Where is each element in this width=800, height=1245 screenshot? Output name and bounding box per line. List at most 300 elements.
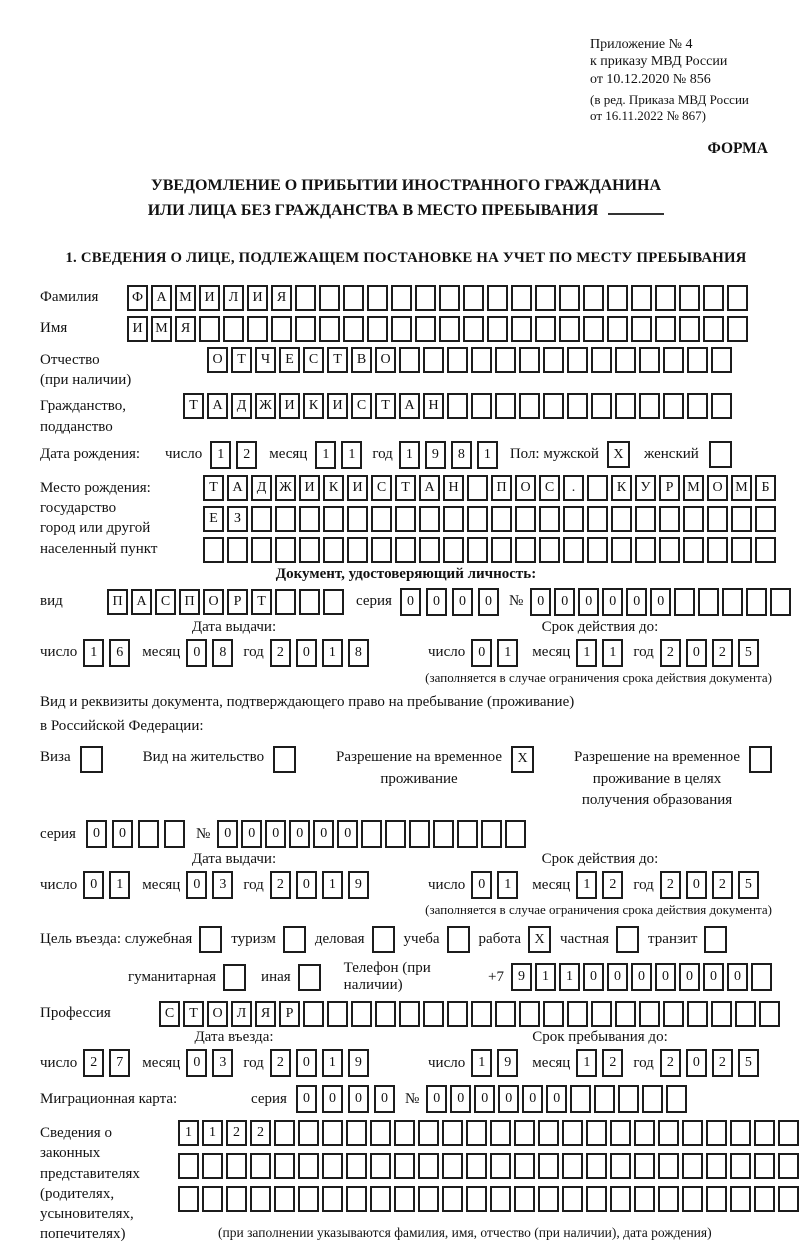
char-box[interactable]: Е bbox=[203, 506, 224, 532]
char-box[interactable]: Н bbox=[423, 393, 444, 419]
char-box[interactable] bbox=[323, 589, 344, 615]
char-box[interactable] bbox=[395, 506, 416, 532]
char-box[interactable]: Р bbox=[227, 589, 248, 615]
char-box[interactable]: Т bbox=[327, 347, 348, 373]
char-box[interactable]: 0 bbox=[296, 1049, 317, 1077]
tourism-checkbox[interactable] bbox=[283, 926, 306, 953]
char-box[interactable] bbox=[519, 393, 540, 419]
char-box[interactable]: М bbox=[683, 475, 704, 501]
char-box[interactable] bbox=[346, 1120, 367, 1146]
char-box[interactable]: Е bbox=[279, 347, 300, 373]
char-box[interactable]: Д bbox=[231, 393, 252, 419]
char-box[interactable] bbox=[423, 347, 444, 373]
char-box[interactable] bbox=[199, 316, 220, 342]
char-box[interactable] bbox=[543, 1001, 564, 1027]
char-box[interactable] bbox=[275, 537, 296, 563]
char-box[interactable] bbox=[371, 506, 392, 532]
char-box[interactable]: 0 bbox=[186, 639, 207, 667]
private-checkbox[interactable] bbox=[616, 926, 639, 953]
char-box[interactable] bbox=[755, 537, 776, 563]
char-box[interactable]: 1 bbox=[576, 639, 597, 667]
char-box[interactable]: И bbox=[247, 285, 268, 311]
char-box[interactable] bbox=[274, 1186, 295, 1212]
char-box[interactable] bbox=[394, 1153, 415, 1179]
char-box[interactable] bbox=[447, 393, 468, 419]
edu-permit-checkbox[interactable] bbox=[749, 746, 772, 773]
char-box[interactable]: С bbox=[351, 393, 372, 419]
char-box[interactable]: И bbox=[299, 475, 320, 501]
char-box[interactable]: М bbox=[151, 316, 172, 342]
char-box[interactable] bbox=[323, 537, 344, 563]
char-box[interactable]: 1 bbox=[322, 639, 343, 667]
char-box[interactable] bbox=[615, 1001, 636, 1027]
char-box[interactable] bbox=[322, 1153, 343, 1179]
char-box[interactable] bbox=[746, 588, 767, 616]
char-box[interactable] bbox=[275, 589, 296, 615]
char-box[interactable]: 1 bbox=[109, 871, 130, 899]
char-box[interactable] bbox=[303, 1001, 324, 1027]
char-box[interactable]: И bbox=[127, 316, 148, 342]
char-box[interactable]: 1 bbox=[83, 639, 104, 667]
char-box[interactable] bbox=[778, 1186, 799, 1212]
char-box[interactable]: 0 bbox=[348, 1085, 369, 1113]
char-box[interactable] bbox=[706, 1186, 727, 1212]
char-box[interactable]: 2 bbox=[270, 1049, 291, 1077]
char-box[interactable]: 0 bbox=[626, 588, 647, 616]
phone-digit-box[interactable]: 0 bbox=[679, 963, 700, 991]
char-box[interactable] bbox=[610, 1186, 631, 1212]
char-box[interactable] bbox=[538, 1120, 559, 1146]
char-box[interactable] bbox=[471, 393, 492, 419]
char-box[interactable]: А bbox=[131, 589, 152, 615]
char-box[interactable]: Т bbox=[203, 475, 224, 501]
char-box[interactable] bbox=[346, 1186, 367, 1212]
char-box[interactable] bbox=[655, 285, 676, 311]
char-box[interactable] bbox=[439, 316, 460, 342]
char-box[interactable] bbox=[570, 1085, 591, 1113]
char-box[interactable] bbox=[226, 1153, 247, 1179]
char-box[interactable]: 1 bbox=[399, 441, 420, 469]
char-box[interactable] bbox=[487, 316, 508, 342]
char-box[interactable] bbox=[639, 347, 660, 373]
char-box[interactable]: Т bbox=[375, 393, 396, 419]
char-box[interactable] bbox=[658, 1153, 679, 1179]
char-box[interactable] bbox=[299, 589, 320, 615]
char-box[interactable]: 0 bbox=[686, 1049, 707, 1077]
char-box[interactable] bbox=[295, 285, 316, 311]
char-box[interactable] bbox=[538, 1186, 559, 1212]
char-box[interactable]: С bbox=[159, 1001, 180, 1027]
char-box[interactable] bbox=[418, 1120, 439, 1146]
char-box[interactable] bbox=[419, 506, 440, 532]
char-box[interactable]: Л bbox=[223, 285, 244, 311]
char-box[interactable] bbox=[247, 316, 268, 342]
char-box[interactable] bbox=[471, 1001, 492, 1027]
char-box[interactable] bbox=[271, 316, 292, 342]
char-box[interactable] bbox=[683, 537, 704, 563]
char-box[interactable] bbox=[343, 285, 364, 311]
char-box[interactable] bbox=[687, 347, 708, 373]
char-box[interactable] bbox=[730, 1186, 751, 1212]
char-box[interactable]: 1 bbox=[178, 1120, 199, 1146]
char-box[interactable]: 0 bbox=[186, 1049, 207, 1077]
char-box[interactable] bbox=[327, 1001, 348, 1027]
char-box[interactable] bbox=[251, 506, 272, 532]
char-box[interactable] bbox=[679, 316, 700, 342]
char-box[interactable]: 2 bbox=[250, 1120, 271, 1146]
char-box[interactable] bbox=[322, 1120, 343, 1146]
char-box[interactable]: 1 bbox=[322, 1049, 343, 1077]
char-box[interactable] bbox=[505, 820, 526, 848]
char-box[interactable] bbox=[391, 285, 412, 311]
char-box[interactable] bbox=[250, 1186, 271, 1212]
char-box[interactable] bbox=[543, 347, 564, 373]
char-box[interactable] bbox=[778, 1120, 799, 1146]
char-box[interactable]: 0 bbox=[686, 639, 707, 667]
char-box[interactable] bbox=[591, 393, 612, 419]
char-box[interactable]: 1 bbox=[471, 1049, 492, 1077]
char-box[interactable]: И bbox=[199, 285, 220, 311]
char-box[interactable]: Н bbox=[443, 475, 464, 501]
char-box[interactable] bbox=[759, 1001, 780, 1027]
char-box[interactable]: Т bbox=[231, 347, 252, 373]
char-box[interactable]: Б bbox=[755, 475, 776, 501]
char-box[interactable]: 1 bbox=[202, 1120, 223, 1146]
char-box[interactable] bbox=[562, 1120, 583, 1146]
char-box[interactable] bbox=[618, 1085, 639, 1113]
char-box[interactable] bbox=[591, 347, 612, 373]
char-box[interactable] bbox=[634, 1153, 655, 1179]
char-box[interactable] bbox=[591, 1001, 612, 1027]
char-box[interactable] bbox=[703, 316, 724, 342]
char-box[interactable] bbox=[399, 1001, 420, 1027]
char-box[interactable] bbox=[514, 1153, 535, 1179]
char-box[interactable] bbox=[394, 1120, 415, 1146]
char-box[interactable] bbox=[567, 1001, 588, 1027]
char-box[interactable] bbox=[663, 1001, 684, 1027]
char-box[interactable]: 3 bbox=[212, 1049, 233, 1077]
char-box[interactable] bbox=[755, 506, 776, 532]
char-box[interactable]: 0 bbox=[374, 1085, 395, 1113]
char-box[interactable]: Р bbox=[279, 1001, 300, 1027]
char-box[interactable] bbox=[770, 588, 791, 616]
char-box[interactable] bbox=[683, 506, 704, 532]
char-box[interactable] bbox=[611, 537, 632, 563]
char-box[interactable]: 1 bbox=[576, 1049, 597, 1077]
char-box[interactable]: И bbox=[279, 393, 300, 419]
char-box[interactable] bbox=[371, 537, 392, 563]
char-box[interactable]: 2 bbox=[270, 871, 291, 899]
business-checkbox[interactable] bbox=[372, 926, 395, 953]
residence-permit-checkbox[interactable] bbox=[273, 746, 296, 773]
char-box[interactable] bbox=[495, 347, 516, 373]
char-box[interactable] bbox=[442, 1120, 463, 1146]
char-box[interactable]: О bbox=[207, 1001, 228, 1027]
char-box[interactable] bbox=[655, 316, 676, 342]
char-box[interactable] bbox=[731, 537, 752, 563]
char-box[interactable]: 9 bbox=[348, 871, 369, 899]
char-box[interactable] bbox=[539, 537, 560, 563]
char-box[interactable]: 0 bbox=[426, 588, 447, 616]
char-box[interactable] bbox=[274, 1120, 295, 1146]
char-box[interactable]: А bbox=[207, 393, 228, 419]
char-box[interactable]: Т bbox=[251, 589, 272, 615]
char-box[interactable] bbox=[563, 506, 584, 532]
char-box[interactable]: 1 bbox=[210, 441, 231, 469]
char-box[interactable]: 0 bbox=[296, 871, 317, 899]
char-box[interactable]: 5 bbox=[738, 639, 759, 667]
char-box[interactable] bbox=[754, 1186, 775, 1212]
char-box[interactable] bbox=[698, 588, 719, 616]
char-box[interactable] bbox=[666, 1085, 687, 1113]
char-box[interactable] bbox=[274, 1153, 295, 1179]
char-box[interactable]: . bbox=[563, 475, 584, 501]
char-box[interactable]: 1 bbox=[497, 871, 518, 899]
char-box[interactable]: 3 bbox=[212, 871, 233, 899]
char-box[interactable] bbox=[730, 1120, 751, 1146]
char-box[interactable] bbox=[587, 475, 608, 501]
transit-checkbox[interactable] bbox=[704, 926, 727, 953]
visa-checkbox[interactable] bbox=[80, 746, 103, 773]
char-box[interactable] bbox=[711, 347, 732, 373]
char-box[interactable] bbox=[463, 285, 484, 311]
char-box[interactable]: 0 bbox=[450, 1085, 471, 1113]
char-box[interactable]: 0 bbox=[241, 820, 262, 848]
char-box[interactable] bbox=[706, 1153, 727, 1179]
char-box[interactable]: 0 bbox=[289, 820, 310, 848]
char-box[interactable] bbox=[586, 1186, 607, 1212]
char-box[interactable] bbox=[659, 506, 680, 532]
char-box[interactable]: С bbox=[155, 589, 176, 615]
char-box[interactable] bbox=[631, 285, 652, 311]
char-box[interactable]: 0 bbox=[602, 588, 623, 616]
char-box[interactable] bbox=[491, 506, 512, 532]
char-box[interactable]: 2 bbox=[712, 639, 733, 667]
char-box[interactable]: 0 bbox=[578, 588, 599, 616]
char-box[interactable]: Ж bbox=[255, 393, 276, 419]
char-box[interactable] bbox=[298, 1186, 319, 1212]
char-box[interactable] bbox=[415, 316, 436, 342]
char-box[interactable]: 0 bbox=[452, 588, 473, 616]
char-box[interactable] bbox=[251, 537, 272, 563]
char-box[interactable]: 1 bbox=[477, 441, 498, 469]
phone-digit-box[interactable]: 0 bbox=[727, 963, 748, 991]
char-box[interactable] bbox=[594, 1085, 615, 1113]
char-box[interactable] bbox=[539, 506, 560, 532]
char-box[interactable] bbox=[466, 1120, 487, 1146]
char-box[interactable]: 1 bbox=[341, 441, 362, 469]
char-box[interactable] bbox=[735, 1001, 756, 1027]
char-box[interactable] bbox=[615, 393, 636, 419]
char-box[interactable] bbox=[467, 537, 488, 563]
char-box[interactable] bbox=[202, 1186, 223, 1212]
char-box[interactable]: О bbox=[203, 589, 224, 615]
char-box[interactable] bbox=[706, 1120, 727, 1146]
char-box[interactable] bbox=[322, 1186, 343, 1212]
char-box[interactable] bbox=[535, 316, 556, 342]
char-box[interactable] bbox=[559, 285, 580, 311]
char-box[interactable] bbox=[367, 316, 388, 342]
char-box[interactable]: 0 bbox=[86, 820, 107, 848]
char-box[interactable] bbox=[519, 347, 540, 373]
char-box[interactable]: П bbox=[107, 589, 128, 615]
char-box[interactable] bbox=[418, 1153, 439, 1179]
char-box[interactable]: С bbox=[539, 475, 560, 501]
char-box[interactable]: С bbox=[371, 475, 392, 501]
char-box[interactable]: А bbox=[151, 285, 172, 311]
char-box[interactable]: 2 bbox=[236, 441, 257, 469]
phone-digit-box[interactable]: 0 bbox=[583, 963, 604, 991]
char-box[interactable]: 2 bbox=[660, 639, 681, 667]
char-box[interactable]: 2 bbox=[712, 1049, 733, 1077]
char-box[interactable] bbox=[370, 1186, 391, 1212]
char-box[interactable] bbox=[611, 506, 632, 532]
char-box[interactable]: П bbox=[491, 475, 512, 501]
char-box[interactable] bbox=[319, 285, 340, 311]
phone-digit-box[interactable]: 0 bbox=[631, 963, 652, 991]
char-box[interactable] bbox=[562, 1153, 583, 1179]
char-box[interactable]: 0 bbox=[686, 871, 707, 899]
char-box[interactable] bbox=[607, 316, 628, 342]
char-box[interactable] bbox=[467, 506, 488, 532]
official-checkbox[interactable] bbox=[199, 926, 222, 953]
char-box[interactable] bbox=[586, 1120, 607, 1146]
char-box[interactable] bbox=[610, 1120, 631, 1146]
char-box[interactable] bbox=[511, 285, 532, 311]
char-box[interactable] bbox=[250, 1153, 271, 1179]
char-box[interactable]: 0 bbox=[296, 639, 317, 667]
char-box[interactable] bbox=[607, 285, 628, 311]
char-box[interactable] bbox=[399, 347, 420, 373]
char-box[interactable] bbox=[538, 1153, 559, 1179]
char-box[interactable] bbox=[347, 537, 368, 563]
char-box[interactable]: 0 bbox=[313, 820, 334, 848]
char-box[interactable]: А bbox=[419, 475, 440, 501]
char-box[interactable] bbox=[361, 820, 382, 848]
temp-permit-checkbox[interactable]: X bbox=[511, 746, 534, 773]
char-box[interactable] bbox=[703, 285, 724, 311]
char-box[interactable] bbox=[299, 506, 320, 532]
char-box[interactable] bbox=[367, 285, 388, 311]
char-box[interactable] bbox=[138, 820, 159, 848]
char-box[interactable]: Я bbox=[271, 285, 292, 311]
char-box[interactable] bbox=[178, 1186, 199, 1212]
char-box[interactable]: 0 bbox=[471, 871, 492, 899]
char-box[interactable]: Т bbox=[183, 393, 204, 419]
char-box[interactable]: Ф bbox=[127, 285, 148, 311]
char-box[interactable] bbox=[515, 506, 536, 532]
char-box[interactable] bbox=[674, 588, 695, 616]
char-box[interactable]: О bbox=[707, 475, 728, 501]
char-box[interactable] bbox=[466, 1186, 487, 1212]
char-box[interactable]: Д bbox=[251, 475, 272, 501]
char-box[interactable] bbox=[727, 316, 748, 342]
char-box[interactable] bbox=[659, 537, 680, 563]
char-box[interactable]: 2 bbox=[602, 871, 623, 899]
char-box[interactable] bbox=[682, 1153, 703, 1179]
char-box[interactable] bbox=[535, 285, 556, 311]
char-box[interactable] bbox=[495, 1001, 516, 1027]
char-box[interactable] bbox=[634, 1186, 655, 1212]
char-box[interactable] bbox=[298, 1120, 319, 1146]
char-box[interactable] bbox=[385, 820, 406, 848]
char-box[interactable] bbox=[610, 1153, 631, 1179]
char-box[interactable] bbox=[707, 537, 728, 563]
char-box[interactable] bbox=[635, 506, 656, 532]
char-box[interactable] bbox=[559, 316, 580, 342]
char-box[interactable] bbox=[639, 1001, 660, 1027]
char-box[interactable] bbox=[443, 506, 464, 532]
char-box[interactable] bbox=[711, 393, 732, 419]
char-box[interactable] bbox=[447, 347, 468, 373]
char-box[interactable]: 1 bbox=[602, 639, 623, 667]
phone-digit-box[interactable]: 1 bbox=[559, 963, 580, 991]
char-box[interactable] bbox=[567, 347, 588, 373]
char-box[interactable]: 0 bbox=[478, 588, 499, 616]
char-box[interactable] bbox=[639, 393, 660, 419]
char-box[interactable] bbox=[631, 316, 652, 342]
char-box[interactable]: 9 bbox=[497, 1049, 518, 1077]
char-box[interactable]: 2 bbox=[712, 871, 733, 899]
char-box[interactable] bbox=[447, 1001, 468, 1027]
char-box[interactable]: 8 bbox=[348, 639, 369, 667]
char-box[interactable] bbox=[463, 316, 484, 342]
char-box[interactable] bbox=[634, 1120, 655, 1146]
char-box[interactable] bbox=[730, 1153, 751, 1179]
char-box[interactable]: 2 bbox=[660, 871, 681, 899]
char-box[interactable]: 0 bbox=[400, 588, 421, 616]
char-box[interactable]: Т bbox=[395, 475, 416, 501]
char-box[interactable] bbox=[275, 506, 296, 532]
char-box[interactable]: 8 bbox=[212, 639, 233, 667]
char-box[interactable] bbox=[562, 1186, 583, 1212]
char-box[interactable] bbox=[567, 393, 588, 419]
phone-digit-box[interactable]: 1 bbox=[535, 963, 556, 991]
char-box[interactable] bbox=[202, 1153, 223, 1179]
char-box[interactable]: П bbox=[179, 589, 200, 615]
char-box[interactable] bbox=[754, 1120, 775, 1146]
char-box[interactable]: В bbox=[351, 347, 372, 373]
char-box[interactable] bbox=[227, 537, 248, 563]
char-box[interactable]: 0 bbox=[296, 1085, 317, 1113]
char-box[interactable] bbox=[663, 393, 684, 419]
char-box[interactable] bbox=[471, 347, 492, 373]
char-box[interactable] bbox=[687, 1001, 708, 1027]
char-box[interactable]: 0 bbox=[474, 1085, 495, 1113]
char-box[interactable] bbox=[481, 820, 502, 848]
char-box[interactable] bbox=[351, 1001, 372, 1027]
char-box[interactable] bbox=[490, 1120, 511, 1146]
char-box[interactable]: 1 bbox=[497, 639, 518, 667]
char-box[interactable]: 0 bbox=[546, 1085, 567, 1113]
char-box[interactable] bbox=[658, 1120, 679, 1146]
char-box[interactable] bbox=[466, 1153, 487, 1179]
char-box[interactable]: 0 bbox=[530, 588, 551, 616]
char-box[interactable] bbox=[433, 820, 454, 848]
char-box[interactable] bbox=[615, 347, 636, 373]
char-box[interactable] bbox=[543, 393, 564, 419]
char-box[interactable]: 0 bbox=[265, 820, 286, 848]
char-box[interactable] bbox=[418, 1186, 439, 1212]
char-box[interactable]: Ж bbox=[275, 475, 296, 501]
char-box[interactable]: И bbox=[327, 393, 348, 419]
char-box[interactable]: 5 bbox=[738, 871, 759, 899]
char-box[interactable]: 9 bbox=[348, 1049, 369, 1077]
char-box[interactable]: К bbox=[303, 393, 324, 419]
char-box[interactable] bbox=[343, 316, 364, 342]
female-checkbox[interactable] bbox=[709, 441, 732, 468]
char-box[interactable] bbox=[635, 537, 656, 563]
